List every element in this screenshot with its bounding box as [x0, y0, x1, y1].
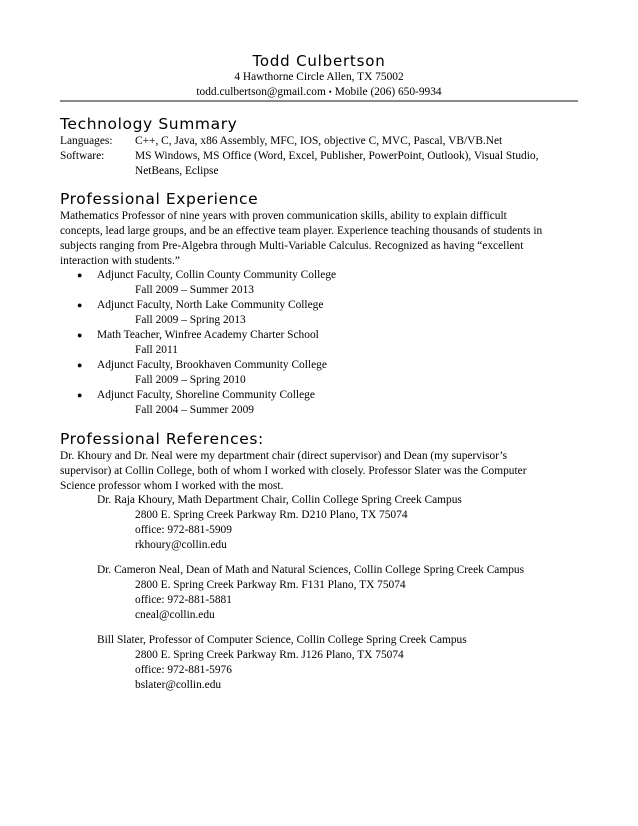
software-label: Software: [60, 150, 105, 162]
bullet-icon: ● [77, 330, 83, 340]
reference-address: 2800 E. Spring Creek Parkway Rm. D210 Plano, TX 75074 [135, 509, 408, 521]
languages-value: C++, C, Java, x86 Assembly, MFC, IOS, objective C, MVC, Pascal, VB/VB.Net [135, 135, 503, 147]
separator-bullet: • [328, 87, 332, 97]
experience-summary-line: Mathematics Professor of nine years with proven communication skills, ability to explain difficult [60, 210, 507, 222]
reference-address: 2800 E. Spring Creek Parkway Rm. J126 Plano, TX 75074 [135, 649, 404, 661]
references-intro-line: Dr. Khoury and Dr. Neal were my department chair (direct supervisor) and Dean (my supervisor’s [60, 450, 508, 462]
job-dates: Fall 2004 – Summer 2009 [135, 404, 254, 416]
references-heading: Professional References: [60, 430, 264, 448]
references-intro-line: Science professor whom I worked with the most. [60, 480, 284, 492]
reference-email: bslater@collin.edu [135, 679, 222, 691]
job-title: Adjunct Faculty, North Lake Community College [97, 299, 324, 311]
software-value-line1: MS Windows, MS Office (Word, Excel, Publisher, PowerPoint, Outlook), Visual Studio, [135, 150, 539, 162]
software-value-line2: NetBeans, Eclipse [135, 165, 219, 177]
bullet-icon: ● [77, 270, 83, 280]
reference-address: 2800 E. Spring Creek Parkway Rm. F131 Plano, TX 75074 [135, 579, 406, 591]
bullet-icon: ● [77, 360, 83, 370]
job-dates: Fall 2009 – Spring 2010 [135, 374, 246, 386]
experience-summary-line: interaction with students.” [60, 255, 180, 267]
job-title: Adjunct Faculty, Brookhaven Community College [97, 359, 327, 371]
reference-office-phone: office: 972-881-5881 [135, 594, 232, 606]
experience-heading: Professional Experience [60, 190, 259, 208]
email-address: todd.culbertson@gmail.com [196, 86, 326, 98]
reference-name: Dr. Cameron Neal, Dean of Math and Natural Sciences, Collin College Spring Creek Campus [97, 564, 525, 576]
experience-summary-line: concepts, lead large groups, and be an effective team player. Experience teaching thousands of students in [60, 225, 543, 237]
contact-line [0, 85, 638, 100]
home-address: 4 Hawthorne Circle Allen, TX 75002 [234, 71, 404, 83]
reference-name: Bill Slater, Professor of Computer Science, Collin College Spring Creek Campus [97, 634, 467, 646]
experience-summary-line: subjects ranging from Pre-Algebra through Multi-Variable Calculus. Recognized as having “excellent [60, 240, 524, 252]
reference-name: Dr. Raja Khoury, Math Department Chair, Collin College Spring Creek Campus [97, 494, 462, 506]
resume-name: Todd Culbertson [252, 52, 386, 70]
reference-email: cneal@collin.edu [135, 609, 215, 621]
bullet-icon: ● [77, 390, 83, 400]
job-title: Adjunct Faculty, Shoreline Community College [97, 389, 315, 401]
reference-office-phone: office: 972-881-5909 [135, 524, 232, 536]
job-dates: Fall 2009 – Summer 2013 [135, 284, 254, 296]
job-dates: Fall 2011 [135, 344, 178, 356]
bullet-icon: ● [77, 300, 83, 310]
reference-office-phone: office: 972-881-5976 [135, 664, 232, 676]
tech-summary-heading: Technology Summary [60, 115, 238, 133]
references-intro-line: supervisor) at Collin College, both of whom I worked with closely. Professor Slater was the Computer [60, 465, 527, 477]
mobile-phone: Mobile (206) 650-9934 [334, 86, 442, 98]
reference-email: rkhoury@collin.edu [135, 539, 227, 551]
job-dates: Fall 2009 – Spring 2013 [135, 314, 246, 326]
languages-label: Languages: [60, 135, 113, 147]
job-title: Adjunct Faculty, Collin County Community College [97, 269, 337, 281]
job-title: Math Teacher, Winfree Academy Charter School [97, 329, 319, 341]
header-divider [60, 100, 578, 102]
